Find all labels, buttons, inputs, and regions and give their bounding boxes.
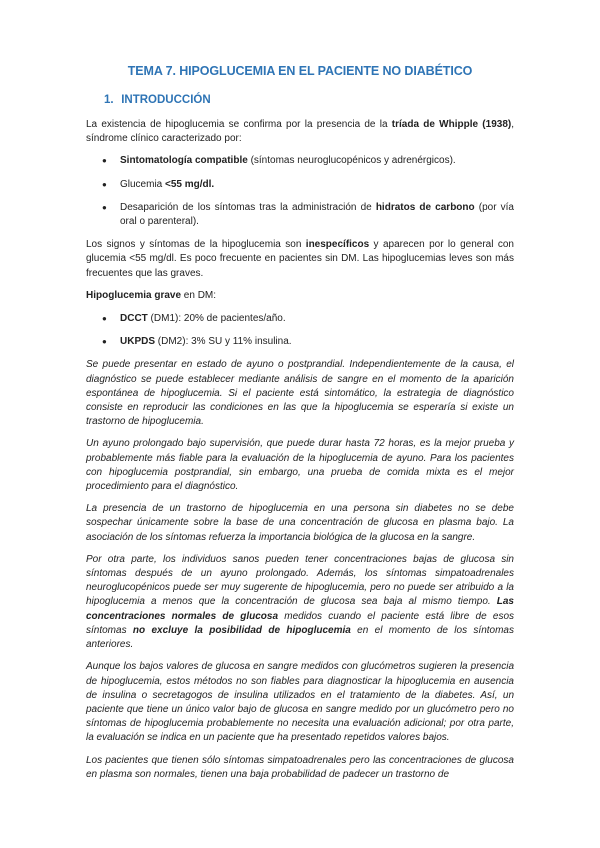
text-span: medidos cuando el paciente está libre de esos síntomas: [86, 610, 515, 636]
paragraph-healthy: [86, 553, 514, 652]
list-item: [86, 178, 514, 192]
paragraph-severe: [86, 289, 514, 303]
bold-term: Hipoglucemia grave: [86, 289, 182, 301]
section-label: INTRODUCCIÓN: [121, 94, 211, 106]
paragraph-presence: La presencia de un trastorno de hipoglucemia en una persona sin diabetes no se debe sospechar únicamente sobre la base de una concentración de glucosa en plasma bajo. La asociación de los síntomas refuerza la importancia biológica de la glucosa en la sangre.: [86, 503, 514, 543]
paragraph-fasting: Se puede presentar en estado de ayuno o postprandial. Independientemente de la causa, el diagnóstico se puede establecer mediante análisis de sangre en el momento de la aparición espontánea de hipoglucemia. Si el paciente está sintomático, la estrategia de diagnóstico consiste en reproducir las condiciones en las que la hipoglucemia se esperaría si existe un trastorno de hipoglucemia.: [86, 359, 514, 428]
criteria-list: [86, 154, 514, 229]
text-span: (síntomas neuroglucopénicos y adrenérgicos).: [247, 155, 456, 167]
page-title: TEMA 7. HIPOGLUCEMIA EN EL PACIENTE NO DIABÉTICO: [127, 64, 473, 78]
bold-term: hidratos de carbono: [375, 201, 475, 213]
text-span: Los signos y síntomas de la hipoglucemia son: [86, 239, 306, 251]
document-page: [86, 64, 514, 790]
text-span: Por otra parte, los individuos sanos pueden tener concentraciones bajas de glucosa sin síntomas después de un ayuno prolongado. Además, los síntomas simpatoadrenales neuroglucopénicos puede ser muy sugerente de hipoglucemia, pero no puede ser atribuido a la hipoglucemia a menos que la concentración de glucosa sea baja al mismo tiempo.: [86, 553, 514, 608]
text-span: (DM2): 3% SU y 11% insulina.: [155, 336, 292, 348]
bold-term: Las concentraciones normales de glucosa: [86, 596, 514, 622]
bullet-icon: ●: [102, 156, 107, 166]
list-item: [86, 201, 514, 229]
text-span: y aparecen por lo general con glucemia <55 mg/dl. Es poco frecuente en pacientes sin DM. Las hipoglucemias leves son más frecuentes que las graves.: [86, 239, 514, 279]
bold-term: no excluye la posibilidad de hipoglucemia: [132, 624, 351, 636]
text-span: Glucemia: [120, 178, 166, 190]
list-item: [86, 154, 514, 168]
bold-term: DCCT: [120, 313, 148, 325]
bullet-icon: ●: [102, 337, 107, 347]
list-item: [86, 335, 514, 349]
bullet-icon: ●: [102, 202, 107, 212]
section-number: 1.: [104, 94, 114, 106]
bullet-icon: ●: [102, 314, 107, 324]
section-heading: [104, 94, 514, 106]
paragraph-sympathoadrenal: Los pacientes que tienen sólo síntomas simpatoadrenales pero las concentraciones de glucosa en plasma son normales, tienen una baja probabilidad de padecer un trastorno de: [86, 754, 514, 780]
bullet-icon: ●: [102, 179, 107, 189]
text-span: en el momento de los síntomas anteriores.: [86, 624, 514, 651]
text-span: (por vía oral o parenteral).: [120, 201, 514, 228]
paragraph-signs: [86, 238, 514, 281]
bold-term: inespecíficos: [305, 239, 370, 251]
paragraph-glucometer: Aunque los bajos valores de glucosa en sangre medidos con glucómetros sugieren la presencia de hipoglucemia, estos métodos no son fiables para diagnosticar la hipoglucemia en ausencia de insulina o secretagogos de insulina utilizados en el tratamiento de la diabetes. Así, un paciente que tiene un único valor bajo de glucosa en sangre medido por un glucómetro pero no síntomas de hipoglucemia probablemente no necesita una evaluación adicional; por otra parte, la evaluación se indica en un paciente que ha presentado repetidos valores bajos.: [86, 661, 514, 744]
bold-term: UKPDS: [120, 336, 156, 348]
bold-term: <55 mg/dl.: [165, 178, 215, 190]
list-item: [86, 312, 514, 326]
text-span: (DM1): 20% de pacientes/año.: [147, 313, 286, 325]
paragraph-prolonged-fast: Un ayuno prolongado bajo supervisión, que puede durar hasta 72 horas, es la mejor prueba y probablemente más fiable para la evaluación de la hipoglucemia de ayuno. Para los pacientes con hipoglucemia postprandial, sin embargo, una prueba de comida mixta es el mejor procedimiento para el diagnóstico.: [86, 438, 514, 493]
text-span: Desaparición de los síntomas tras la administración de: [120, 201, 376, 213]
bold-term: Sintomatología compatible: [120, 155, 248, 167]
studies-list: [86, 312, 514, 349]
text-span: La existencia de hipoglucemia se confirma por la presencia de la: [86, 119, 392, 130]
bold-term: tríada de Whipple (1938): [391, 119, 512, 130]
paragraph-whipple: [86, 118, 514, 146]
text-span: en DM:: [181, 289, 217, 301]
text-span: , síndrome clínico caracterizado por:: [86, 119, 514, 145]
